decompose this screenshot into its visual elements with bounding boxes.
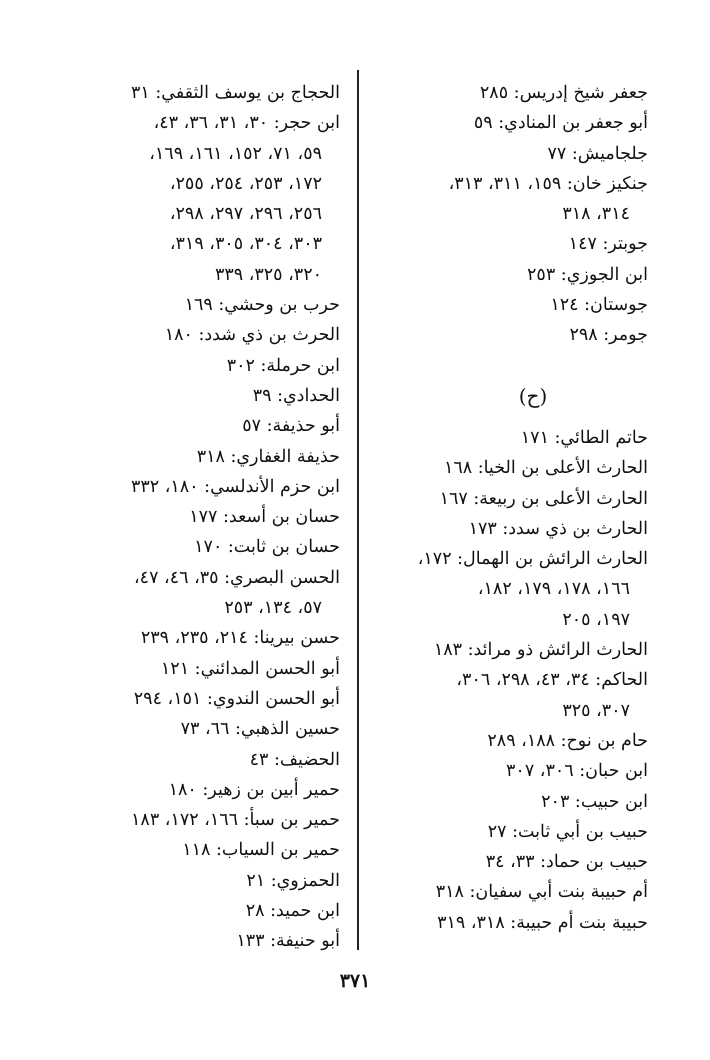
index-entry: أبو حذيفة: ٥٧ — [242, 416, 340, 437]
entry-line: جنكيز خان: ١٥٩، ٣١١، ٣١٣، — [448, 173, 648, 194]
index-entry — [358, 169, 648, 230]
entry-continuation: ٣١٤، ٣١٨ — [562, 204, 630, 225]
entry-continuation: ١٩٧، ٢٠٥ — [562, 609, 630, 630]
index-entry — [358, 544, 648, 635]
index-entry: جومر: ٢٩٨ — [569, 325, 648, 346]
index-entry: حمير بن سبأ: ١٦٦، ١٧٢، ١٨٣ — [131, 810, 340, 831]
entries-right-top — [358, 78, 648, 351]
index-entry: الحضيف: ٤٣ — [249, 749, 340, 770]
entry-line: ابن حجر: ٣٠، ٣١، ٣٦، ٤٣، — [153, 113, 340, 134]
index-entry: الحارث الأعلى بن الخيا: ١٦٨ — [443, 458, 648, 479]
index-entry: حبيب بن حماد: ٣٣، ٣٤ — [485, 852, 648, 873]
index-entry: حسان بن أسعد: ١٧٧ — [189, 507, 340, 528]
index-entry: الحارث الرائش ذو مرائد: ١٨٣ — [433, 640, 648, 661]
index-entry: ابن الجوزي: ٢٥٣ — [527, 264, 648, 285]
page-number: ٣٧١ — [339, 970, 371, 992]
index-entry: الحارث بن ذي سدد: ١٧٣ — [468, 518, 648, 539]
index-entry: ابن حبان: ٣٠٦، ٣٠٧ — [506, 761, 648, 782]
entry-line: الحاكم: ٣٤، ٤٣، ٢٩٨، ٣٠٦، — [456, 670, 648, 691]
index-entry: جعفر شيخ إدريس: ٢٨٥ — [479, 83, 648, 103]
index-entry: الحرث بن ذي شدد: ١٨٠ — [164, 325, 340, 346]
index-entry: أبو الحسن الندوي: ١٥١، ٢٩٤ — [133, 688, 340, 709]
index-entry: حبيب بن أبي ثابت: ٢٧ — [487, 821, 648, 842]
index-entry: أبو الحسن المدائني: ١٢١ — [160, 658, 340, 679]
index-entry: جلجاميش: ٧٧ — [547, 143, 648, 164]
index-entry: حسين الذهبي: ٦٦، ٧٣ — [180, 719, 340, 740]
entry-line: الحسن البصري: ٣٥، ٤٦، ٤٧، — [134, 567, 340, 588]
index-entry — [358, 665, 648, 726]
index-entry: حاتم الطائي: ١٧١ — [520, 427, 648, 448]
entry-continuation: ٢٥٦، ٢٩٦، ٢٩٧، ٢٩٨، — [169, 204, 322, 225]
index-entry: ابن حزم الأندلسي: ١٨٠، ٣٣٢ — [130, 476, 340, 497]
index-entry: جوستان: ١٢٤ — [550, 295, 648, 316]
index-entry: أبو حنيفة: ١٣٣ — [236, 931, 340, 952]
entry-continuation: ١٦٦، ١٧٨، ١٧٩، ١٨٢، — [477, 579, 630, 600]
index-entry: حذيفة الغفاري: ٣١٨ — [196, 446, 340, 467]
entries-right-bottom — [358, 423, 648, 938]
index-entry: حام بن نوح: ١٨٨، ٢٨٩ — [487, 730, 648, 751]
index-entry: حرب بن وحشي: ١٦٩ — [184, 295, 340, 316]
index-entry: ابن حرملة: ٣٠٢ — [226, 355, 340, 376]
index-entry: الحدادي: ٣٩ — [252, 385, 340, 406]
index-entry: ابن حبيب: ٢٠٣ — [541, 791, 648, 812]
index-entry: حسن بيرينا: ٢١٤، ٢٣٥، ٢٣٩ — [140, 628, 340, 649]
index-entry: حسان بن ثابت: ١٧٠ — [194, 537, 340, 558]
entry-continuation: ٣٢٠، ٣٢٥، ٣٣٩ — [214, 264, 322, 285]
index-entry: حمير بن السياب: ١١٨ — [182, 840, 340, 861]
entry-continuation: ٣٠٣، ٣٠٤، ٣٠٥، ٣١٩، — [169, 234, 322, 255]
entry-continuation: ٣٠٧، ٣٢٥ — [562, 700, 630, 721]
index-entry: أبو جعفر بن المنادي: ٥٩ — [473, 113, 648, 134]
index-entry: أم حبيبة بنت أبي سفيان: ٣١٨ — [435, 882, 648, 903]
entries-left — [50, 78, 340, 957]
index-entry: جوبتر: ١٤٧ — [568, 234, 648, 255]
index-column-right — [358, 78, 648, 938]
index-column-left — [50, 78, 340, 957]
index-entry: الحمزوي: ٢١ — [246, 870, 340, 891]
entry-continuation: ١٧٢، ٢٥٣، ٢٥٤، ٢٥٥، — [169, 173, 322, 194]
index-entry: الحارث الأعلى بن ربيعة: ١٦٧ — [439, 488, 648, 509]
index-entry — [50, 108, 340, 290]
index-entry: حبيبة بنت أم حبيبة: ٣١٨، ٣١٩ — [437, 912, 648, 933]
column-divider — [357, 70, 359, 950]
index-entry: ابن حميد: ٢٨ — [245, 901, 340, 922]
letter-heading: (ح) — [518, 383, 548, 408]
entry-continuation: ٥٩، ٧١، ١٥٢، ١٦١، ١٦٩، — [149, 143, 322, 164]
entry-continuation: ٥٧، ١٣٤، ٢٥٣ — [224, 598, 322, 619]
index-entry: الحجاج بن يوسف الثقفي: ٣١ — [130, 83, 340, 103]
index-entry: حمير أبين بن زهير: ١٨٠ — [168, 779, 340, 800]
index-entry — [50, 563, 340, 624]
entry-line: الحارث الرائش بن الهمال: ١٧٢، — [417, 549, 648, 570]
